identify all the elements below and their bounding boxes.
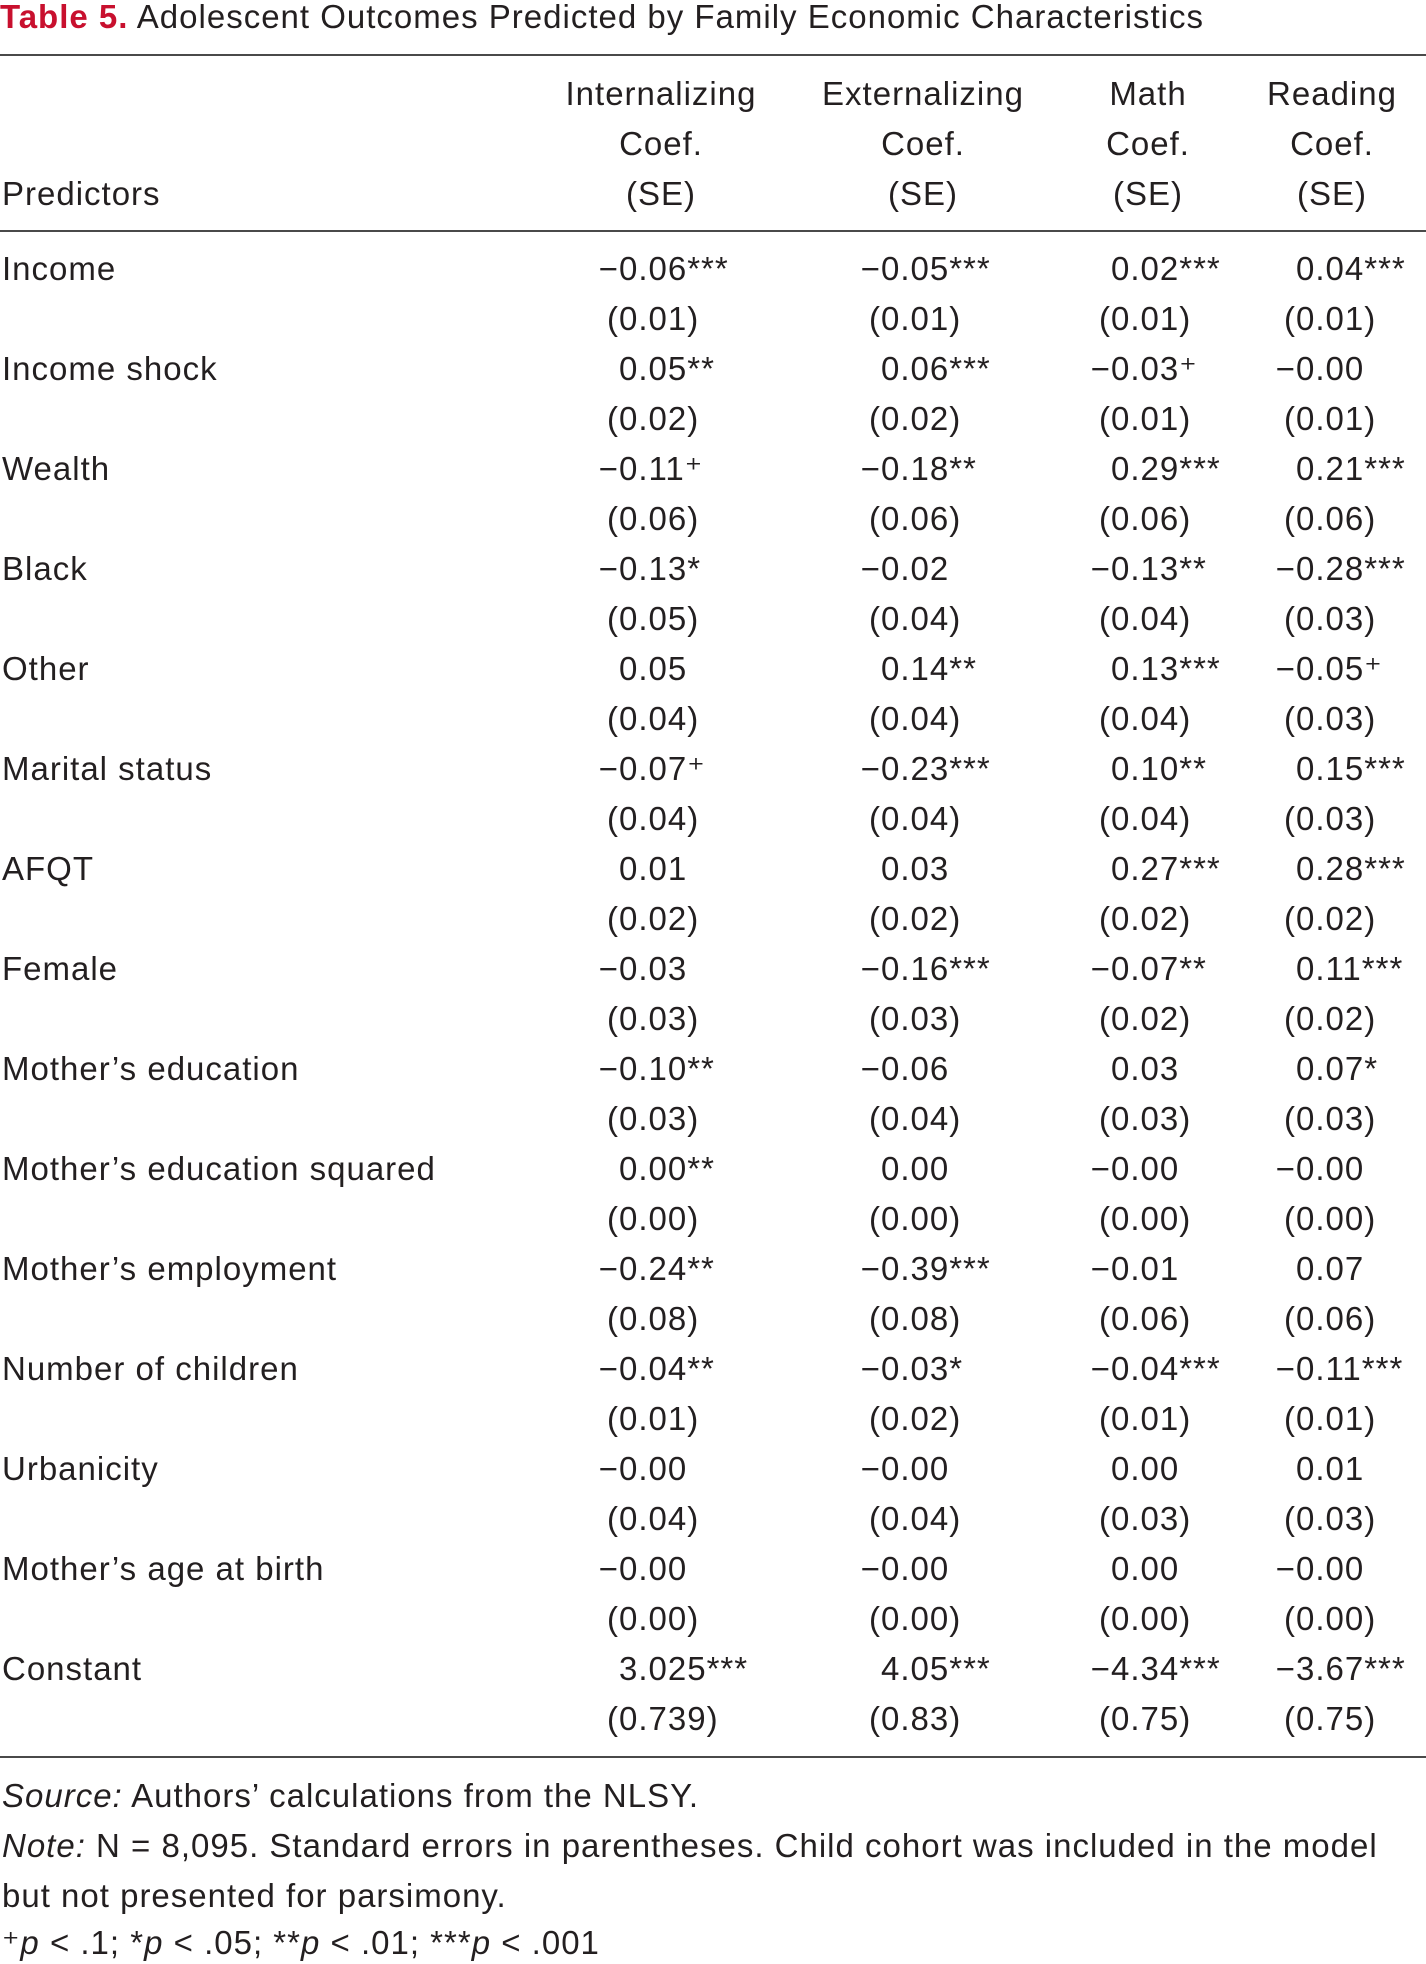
coefficient-cell: 0.01 [619, 850, 688, 887]
table-row [0, 644, 1426, 744]
table-title [0, 0, 1204, 34]
coefficient-cell: −0.00 [860, 1450, 950, 1487]
coefficient-cell: −0.00 [598, 1450, 688, 1487]
coefficient-cell: −0.13* [598, 550, 702, 587]
table-row [0, 1044, 1426, 1144]
coefficient-cell: −0.00 [1275, 1550, 1365, 1587]
coefficient-cell: −0.07** [1090, 950, 1207, 987]
standard-error-cell: (0.03) [1099, 1500, 1192, 1537]
standard-error-cell: (0.00) [869, 1600, 962, 1637]
column-header-name: Math [1109, 75, 1187, 112]
table-row [0, 444, 1426, 544]
coefficient-cell: −0.24** [598, 1250, 715, 1287]
row-label: Constant [2, 1650, 143, 1687]
table-row [0, 1144, 1426, 1244]
standard-error-cell: (0.03) [1284, 1100, 1377, 1137]
coefficient-cell: 0.07* [1296, 1050, 1379, 1087]
table-row [0, 344, 1426, 444]
table-row [0, 544, 1426, 644]
source-label: Source: [2, 1777, 123, 1814]
standard-error-cell: (0.739) [607, 1700, 719, 1737]
standard-error-cell: (0.00) [607, 1200, 700, 1237]
standard-error-cell: (0.08) [869, 1300, 962, 1337]
row-label: Female [2, 950, 119, 987]
standard-error-cell: (0.04) [1099, 600, 1192, 637]
significance-marker: ** [273, 1924, 301, 1961]
column-header-se: (SE) [888, 175, 958, 212]
standard-error-cell: (0.02) [1099, 900, 1192, 937]
coefficient-cell: −0.06*** [598, 250, 729, 287]
row-label: Other [2, 650, 90, 687]
standard-error-cell: (0.03) [869, 1000, 962, 1037]
coefficient-cell: 0.03 [1111, 1050, 1180, 1087]
coefficient-cell: 0.15*** [1296, 750, 1406, 787]
row-label: Wealth [2, 450, 111, 487]
row-label: Mother’s education [2, 1050, 300, 1087]
coefficient-cell: −0.11*** [1275, 1350, 1404, 1387]
coefficient-cell: −0.11⁺ [598, 450, 704, 487]
coefficient-cell: 0.04*** [1296, 250, 1406, 287]
table-row [0, 1544, 1426, 1644]
coefficient-cell: −0.00 [1275, 350, 1365, 387]
coefficient-cell: 0.00** [619, 1150, 715, 1187]
standard-error-cell: (0.02) [1284, 1000, 1377, 1037]
standard-error-cell: (0.00) [1284, 1200, 1377, 1237]
significance-legend-item [430, 1924, 600, 1961]
standard-error-cell: (0.00) [1284, 1600, 1377, 1637]
threshold-text: < .1; [39, 1924, 121, 1961]
table-row [0, 1644, 1426, 1744]
standard-error-cell: (0.01) [1284, 1400, 1377, 1437]
coefficient-cell: 0.13*** [1111, 650, 1221, 687]
coefficient-cell: −0.28*** [1275, 550, 1406, 587]
row-label: AFQT [2, 850, 94, 887]
standard-error-cell: (0.04) [1099, 700, 1192, 737]
standard-error-cell: (0.02) [869, 900, 962, 937]
coefficient-cell: −0.16*** [860, 950, 991, 987]
standard-error-cell: (0.08) [607, 1300, 700, 1337]
standard-error-cell: (0.05) [607, 600, 700, 637]
coefficient-cell: −0.04*** [1090, 1350, 1221, 1387]
significance-legend [2, 1923, 600, 1963]
note-text: N = 8,095. Standard errors in parentheses. Child cohort was included in the model [96, 1827, 1378, 1864]
coefficient-cell: −0.00 [860, 1550, 950, 1587]
coefficient-cell: 0.10** [1111, 750, 1207, 787]
standard-error-cell: (0.01) [1099, 1400, 1192, 1437]
row-label: Black [2, 550, 88, 587]
significance-marker: * [130, 1924, 145, 1961]
source-text: Authors’ calculations from the NLSY. [131, 1777, 700, 1814]
threshold-text: < .001 [491, 1924, 600, 1961]
standard-error-cell: (0.04) [1099, 800, 1192, 837]
significance-legend-item [273, 1924, 420, 1961]
coefficient-cell: −0.00 [598, 1550, 688, 1587]
standard-error-cell: (0.01) [1099, 300, 1192, 337]
coefficient-cell: −0.06 [860, 1050, 950, 1087]
coefficient-cell: 0.00 [881, 1150, 950, 1187]
note-label: Note: [2, 1827, 86, 1864]
column-header [1202, 69, 1426, 219]
standard-error-cell: (0.02) [869, 400, 962, 437]
coefficient-cell: 4.05*** [881, 1650, 991, 1687]
row-label: Urbanicity [2, 1450, 159, 1487]
standard-error-cell: (0.03) [1284, 1500, 1377, 1537]
coefficient-cell: 0.00 [1111, 1550, 1180, 1587]
standard-error-cell: (0.02) [1284, 900, 1377, 937]
note-line [2, 1826, 1378, 1866]
standard-error-cell: (0.06) [1099, 1300, 1192, 1337]
coefficient-cell: −0.02 [860, 550, 950, 587]
coefficient-cell: −0.23*** [860, 750, 991, 787]
coefficient-cell: 0.03 [881, 850, 950, 887]
coefficient-cell: 0.05** [619, 350, 715, 387]
coefficient-cell: 0.01 [1296, 1450, 1365, 1487]
table-row [0, 744, 1426, 844]
bottom-rule [0, 1756, 1426, 1758]
standard-error-cell: (0.01) [607, 300, 700, 337]
coefficient-cell: 0.11*** [1296, 950, 1404, 987]
table-row [0, 1344, 1426, 1444]
coefficient-cell: 0.21*** [1296, 450, 1406, 487]
significance-marker: *** [430, 1924, 472, 1961]
table-row [0, 1444, 1426, 1544]
coefficient-cell: −0.04** [598, 1350, 715, 1387]
column-header-coef: Coef. [881, 125, 965, 162]
predictors-header: Predictors [2, 175, 161, 212]
table-row [0, 1244, 1426, 1344]
row-label: Mother’s employment [2, 1250, 338, 1287]
coefficient-cell: −0.18** [860, 450, 977, 487]
standard-error-cell: (0.03) [1099, 1100, 1192, 1137]
coefficient-cell: −4.34*** [1090, 1650, 1221, 1687]
threshold-text: < .01; [320, 1924, 420, 1961]
standard-error-cell: (0.04) [607, 800, 700, 837]
table-label: Table 5. [0, 0, 129, 35]
row-label: Mother’s education squared [2, 1150, 436, 1187]
standard-error-cell: (0.06) [1284, 1300, 1377, 1337]
column-header-se: (SE) [626, 175, 696, 212]
table-row [0, 844, 1426, 944]
standard-error-cell: (0.03) [607, 1000, 700, 1037]
standard-error-cell: (0.00) [1099, 1600, 1192, 1637]
standard-error-cell: (0.06) [869, 500, 962, 537]
column-header-se: (SE) [1113, 175, 1183, 212]
coefficient-cell: 0.05 [619, 650, 688, 687]
p-symbol: p [144, 1924, 164, 1961]
coefficient-cell: 0.14** [881, 650, 977, 687]
column-header-name: Reading [1267, 75, 1397, 112]
significance-marker: ⁺ [2, 1924, 21, 1961]
coefficient-cell: −0.00 [1090, 1150, 1180, 1187]
row-label: Mother’s age at birth [2, 1550, 325, 1587]
table-caption: Adolescent Outcomes Predicted by Family Economic Characteristics [136, 0, 1205, 35]
standard-error-cell: (0.04) [869, 1500, 962, 1537]
coefficient-cell: −0.03 [598, 950, 688, 987]
standard-error-cell: (0.01) [869, 300, 962, 337]
standard-error-cell: (0.06) [1099, 500, 1192, 537]
coefficient-cell: 0.07 [1296, 1250, 1365, 1287]
coefficient-cell: −0.03* [860, 1350, 964, 1387]
standard-error-cell: (0.04) [607, 700, 700, 737]
coefficient-cell: −0.05*** [860, 250, 991, 287]
coefficient-cell: −0.05⁺ [1275, 650, 1383, 687]
coefficient-cell: 3.025*** [619, 1650, 749, 1687]
standard-error-cell: (0.03) [1284, 700, 1377, 737]
standard-error-cell: (0.04) [869, 800, 962, 837]
standard-error-cell: (0.01) [1284, 300, 1377, 337]
significance-legend-item [130, 1924, 263, 1961]
standard-error-cell: (0.75) [1099, 1700, 1192, 1737]
column-header-coef: Coef. [1106, 125, 1190, 162]
table-row [0, 944, 1426, 1044]
row-label: Number of children [2, 1350, 299, 1387]
standard-error-cell: (0.02) [607, 900, 700, 937]
row-label: Marital status [2, 750, 213, 787]
header-rule [0, 230, 1426, 232]
standard-error-cell: (0.04) [869, 1100, 962, 1137]
coefficient-cell: 0.28*** [1296, 850, 1406, 887]
coefficient-cell: −0.39*** [860, 1250, 991, 1287]
column-header-coef: Coef. [1290, 125, 1374, 162]
coefficient-cell: 0.29*** [1111, 450, 1221, 487]
row-label: Income [2, 250, 117, 287]
coefficient-cell: −0.10** [598, 1050, 715, 1087]
column-header-name: Externalizing [822, 75, 1024, 112]
coefficient-cell: 0.27*** [1111, 850, 1221, 887]
p-symbol: p [20, 1924, 40, 1961]
standard-error-cell: (0.00) [1099, 1200, 1192, 1237]
threshold-text: < .05; [163, 1924, 264, 1961]
coefficient-cell: 0.00 [1111, 1450, 1180, 1487]
coefficient-cell: −0.07⁺ [598, 750, 706, 787]
column-header [531, 69, 791, 219]
coefficient-cell: −0.13** [1090, 550, 1207, 587]
standard-error-cell: (0.04) [869, 700, 962, 737]
standard-error-cell: (0.00) [607, 1600, 700, 1637]
standard-error-cell: (0.06) [1284, 500, 1377, 537]
standard-error-cell: (0.01) [607, 1400, 700, 1437]
significance-legend-item [2, 1924, 120, 1961]
column-header [793, 69, 1053, 219]
column-header-coef: Coef. [619, 125, 703, 162]
standard-error-cell: (0.04) [607, 1500, 700, 1537]
coefficient-cell: −3.67*** [1275, 1650, 1406, 1687]
coefficient-cell: −0.00 [1275, 1150, 1365, 1187]
p-symbol: p [471, 1924, 492, 1961]
table-row [0, 244, 1426, 344]
row-label: Income shock [2, 350, 218, 387]
standard-error-cell: (0.83) [869, 1700, 962, 1737]
standard-error-cell: (0.02) [869, 1400, 962, 1437]
column-header-se: (SE) [1297, 175, 1367, 212]
standard-error-cell: (0.01) [1099, 400, 1192, 437]
standard-error-cell: (0.01) [1284, 400, 1377, 437]
standard-error-cell: (0.03) [607, 1100, 700, 1137]
standard-error-cell: (0.06) [607, 500, 700, 537]
column-header-name: Internalizing [565, 75, 757, 112]
standard-error-cell: (0.00) [869, 1200, 962, 1237]
coefficient-cell: 0.06*** [881, 350, 991, 387]
note-line-continued: but not presented for parsimony. [2, 1877, 507, 1914]
standard-error-cell: (0.02) [1099, 1000, 1192, 1037]
standard-error-cell: (0.03) [1284, 800, 1377, 837]
standard-error-cell: (0.03) [1284, 600, 1377, 637]
standard-error-cell: (0.02) [607, 400, 700, 437]
coefficient-cell: −0.01 [1090, 1250, 1180, 1287]
p-symbol: p [300, 1924, 321, 1961]
standard-error-cell: (0.04) [869, 600, 962, 637]
top-rule [0, 54, 1426, 56]
coefficient-cell: −0.03⁺ [1090, 350, 1198, 387]
source-line [2, 1776, 699, 1816]
coefficient-cell: 0.02*** [1111, 250, 1221, 287]
standard-error-cell: (0.75) [1284, 1700, 1377, 1737]
